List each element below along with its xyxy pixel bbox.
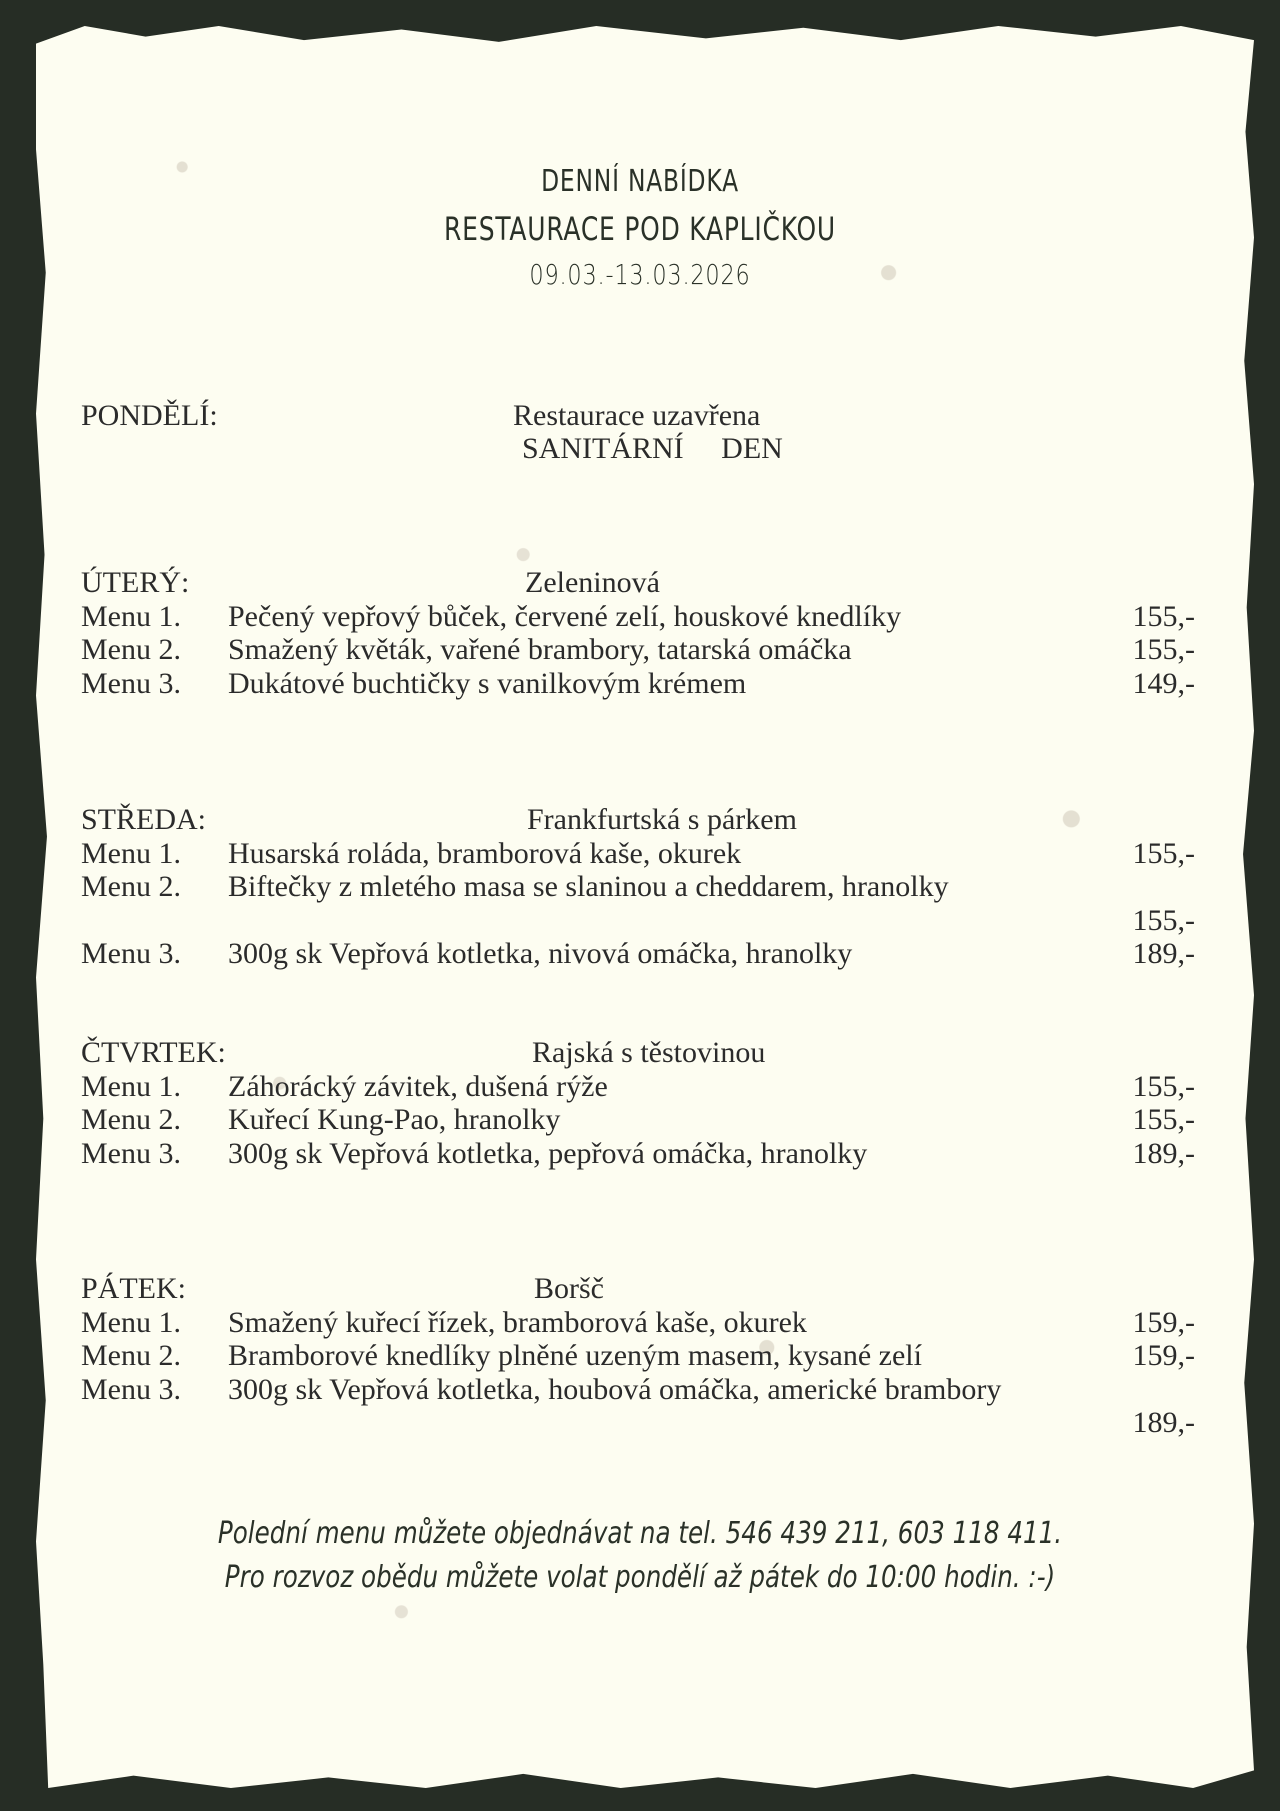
menu-dish: Husarská roláda, bramborová kaše, okurek <box>228 836 742 870</box>
menu-price: 189,- <box>1132 1136 1195 1170</box>
soup-name: Frankfurtská s párkem <box>527 803 797 836</box>
menu-price: 149,- <box>1132 666 1195 700</box>
menu-price: 155,- <box>1132 633 1195 667</box>
menu-dish: Smažený květák, vařené brambory, tatarská omáčka <box>228 633 852 667</box>
menu-number: Menu 3. <box>81 937 181 971</box>
menu-price: 155,- <box>1132 599 1195 633</box>
day-label-monday: PONDĚLÍ: <box>81 399 218 432</box>
soup-name: Zeleninová <box>525 566 660 599</box>
menu-number: Menu 2. <box>81 1339 181 1373</box>
menu-number: Menu 3. <box>81 1372 181 1406</box>
menu-dish: Biftečky z mletého masa se slaninou a cheddarem, hranolky <box>228 870 949 904</box>
footer-order-info: Polední menu můžete objednávat na tel. 546 439 211, 603 118 411. <box>217 1516 1063 1551</box>
menu-number: Menu 1. <box>81 599 181 633</box>
menu-dish: Záhorácký závitek, dušená rýže <box>228 1069 608 1103</box>
menu-title: DENNÍ NABÍDKA <box>541 164 739 199</box>
menu-dish: Bramborové knedlíky plněné uzeným masem, kysané zelí <box>228 1339 922 1373</box>
menu-price: 155,- <box>1132 836 1195 870</box>
day-label: ČTVRTEK: <box>81 1036 226 1069</box>
footer-delivery-info: Pro rozvoz obědu můžete volat pondělí až pátek do 10:00 hodin. :-) <box>224 1560 1056 1595</box>
menu-number: Menu 3. <box>81 666 181 700</box>
date-range: 09.03.-13.03.2026 <box>529 258 751 291</box>
menu-price: 155,- <box>1132 1069 1195 1103</box>
menu-price: 159,- <box>1132 1339 1195 1373</box>
menu-dish: Smažený kuřecí řízek, bramborová kaše, okurek <box>228 1305 807 1339</box>
menu-number: Menu 2. <box>81 1103 181 1137</box>
menu-dish: Kuřecí Kung-Pao, hranolky <box>228 1103 561 1137</box>
menu-number: Menu 1. <box>81 1069 181 1103</box>
closed-notice: Restaurace uzavřena <box>513 399 761 432</box>
menu-dish: Pečený vepřový bůček, červené zelí, houskové knedlíky <box>228 599 902 633</box>
day-label: STŘEDA: <box>81 803 207 836</box>
soup-name: Rajská s těstovinou <box>532 1036 766 1069</box>
menu-dish: 300g sk Vepřová kotletka, nivová omáčka, hranolky <box>228 937 853 971</box>
restaurant-name: RESTAURACE POD KAPLIČKOU <box>444 210 836 248</box>
menu-dish: 300g sk Vepřová kotletka, houbová omáčka, americké brambory <box>228 1372 1002 1406</box>
menu-price: 159,- <box>1132 1305 1195 1339</box>
menu-number: Menu 1. <box>81 836 181 870</box>
menu-dish: 300g sk Vepřová kotletka, pepřová omáčka, hranolky <box>228 1136 868 1170</box>
menu-price: 155,- <box>1132 1103 1195 1137</box>
menu-price: 155,- <box>1132 903 1195 937</box>
menu-dish: Dukátové buchtičky s vanilkovým krémem <box>228 666 747 700</box>
menu-number: Menu 1. <box>81 1305 181 1339</box>
menu-number: Menu 3. <box>81 1136 181 1170</box>
day-label: ÚTERÝ: <box>81 566 190 599</box>
menu-number: Menu 2. <box>81 870 181 904</box>
menu-number: Menu 2. <box>81 633 181 667</box>
sanitary-day-notice: SANITÁRNÍ DEN <box>522 432 783 465</box>
day-label: PÁTEK: <box>81 1272 186 1305</box>
menu-price: 189,- <box>1132 1406 1195 1440</box>
soup-name: Boršč <box>534 1272 604 1305</box>
menu-price: 189,- <box>1132 937 1195 971</box>
